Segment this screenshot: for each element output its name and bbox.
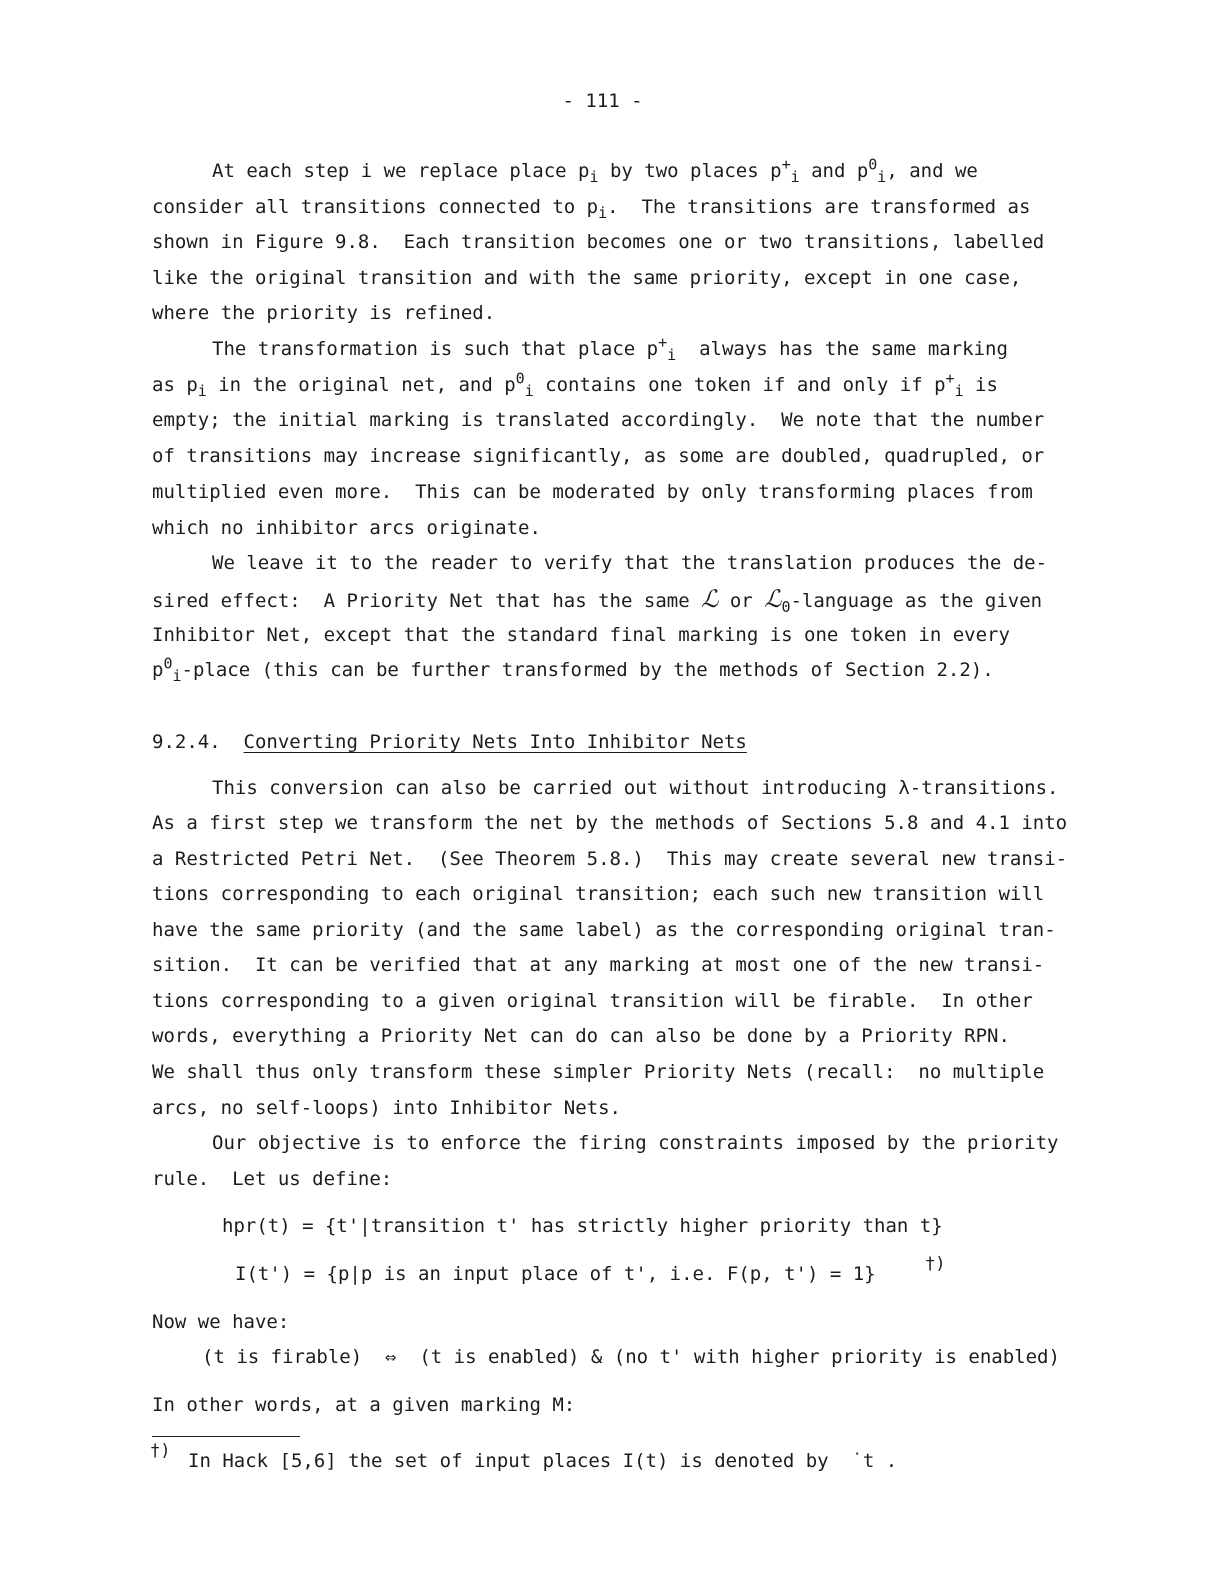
- section-heading: [152, 731, 747, 753]
- para4-line3: a Restricted Petri Net. (See Theorem 5.8.) This may create several new transi-: [152, 848, 1068, 870]
- para4-line10: arcs, no self-loops) into Inhibitor Nets.: [152, 1097, 621, 1119]
- para4-line9: We shall thus only transform these simpler Priority Nets (recall: no multiple: [152, 1061, 1045, 1083]
- now-we-have: Now we have:: [152, 1311, 290, 1333]
- script-l0-symbol: ℒ: [764, 585, 782, 613]
- para1-line3: shown in Figure 9.8. Each transition becomes one or two transitions, labelled: [152, 231, 1045, 253]
- dagger-footnote-ref: †): [925, 1254, 946, 1274]
- para4-line4: tions corresponding to each original transition; each such new transition will: [152, 883, 1045, 905]
- para3-line4: $p^0_i$-place (this can be further transformed by the methods of Section 2.2).: [152, 654, 994, 685]
- para4-line2: As a first step we transform the net by the methods of Sections 5.8 and 4.1 into: [152, 812, 1068, 834]
- definition-hpr: hpr(t) = {t'|transition t' has strictly higher priority than t}: [222, 1215, 943, 1237]
- page-number: - 111 -: [562, 90, 643, 112]
- script-l-symbol: ℒ: [701, 585, 719, 613]
- para2-line5: multiplied even more. This can be moderated by only transforming places from: [152, 481, 1033, 503]
- para3-line3: Inhibitor Net, except that the standard final marking is one token in every: [152, 624, 1010, 646]
- para4-line1: This conversion can also be carried out without introducing λ-transitions.: [212, 777, 1059, 799]
- section-number: 9.2.4.: [152, 731, 221, 753]
- definition-input-places: I(t') = {p|p is an input place of t', i.e. F(p, t') = 1}: [235, 1263, 876, 1285]
- para5-line2: rule. Let us define:: [152, 1168, 393, 1190]
- para4-line6: sition. It can be verified that at any marking at most one of the new transi-: [152, 954, 1045, 976]
- para2-line1: The transformation is such that place $p^+_i$ always has the same marking: [212, 333, 1008, 364]
- para1-line5: where the priority is refined.: [152, 302, 496, 324]
- para2-line3: empty; the initial marking is translated accordingly. We note that the number: [152, 409, 1045, 431]
- para1-line4: like the original transition and with the same priority, except in one case,: [152, 267, 1022, 289]
- para4-line8: words, everything a Priority Net can do can also be done by a Priority RPN.: [152, 1025, 1010, 1047]
- para4-line5: have the same priority (and the same label) as the corresponding original tran-: [152, 919, 1056, 941]
- para1-line1: At each step i we replace place $p_i$ by two places $p^+_i$ and $p^0_i$, and we: [212, 155, 978, 186]
- firable-rule: (t is firable) ⇔ (t is enabled) & (no t' with higher priority is enabled): [202, 1346, 1060, 1368]
- section-title: Converting Priority Nets Into Inhibitor Nets: [243, 731, 747, 753]
- footnote-mark: †): [150, 1441, 171, 1461]
- para2-line6: which no inhibitor arcs originate.: [152, 517, 541, 539]
- in-other-words: In other words, at a given marking M:: [152, 1394, 576, 1416]
- para5-line1: Our objective is to enforce the firing constraints imposed by the priority: [212, 1132, 1059, 1154]
- para2-line4: of transitions may increase significantly, as some are doubled, quadrupled, or: [152, 445, 1045, 467]
- para3-line2: sired effect: A Priority Net that has the same ℒ or ℒ$_0$-language as the given: [152, 585, 1043, 616]
- para1-line2: consider all transitions connected to $p_i$. The transitions are transformed as: [152, 196, 1031, 222]
- footnote-text: In Hack [5,6] the set of input places I(t) is denoted by ˙t .: [188, 1450, 898, 1472]
- footnote-rule: [152, 1436, 300, 1437]
- para2-line2: as $p_i$ in the original net, and $p^0_i$ contains one token if and only if $p^+_i$ is: [152, 369, 998, 400]
- para3-line1: We leave it to the reader to verify that the translation produces the de-: [212, 552, 1048, 574]
- para4-line7: tions corresponding to a given original transition will be firable. In other: [152, 990, 1033, 1012]
